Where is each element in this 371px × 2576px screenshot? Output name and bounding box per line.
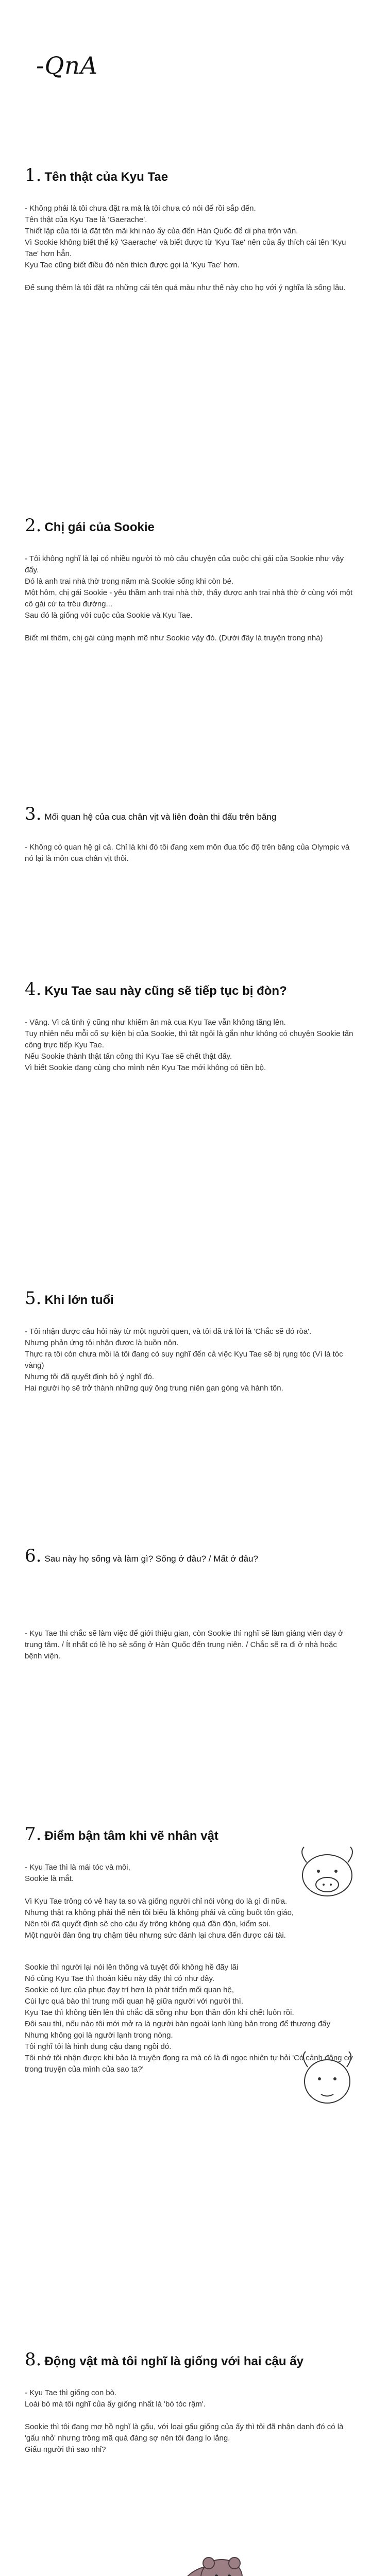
section-number: 1. (25, 165, 42, 185)
section-heading: Chị gái của Sookie (44, 520, 155, 534)
section-number: 4. (25, 979, 42, 999)
paragraph: - Không có quan hệ gì cả. Chỉ là khi đó tôi đang xem môn đua tốc độ trên băng của Olympic và nó lại là môn cua chân vịt thôi. (25, 843, 350, 863)
paragraph: - Tôi nhận được câu hỏi này từ một người quen, và tôi đã trả lời là 'Chắc sẽ đó ròa'. Nhưng phản ứng tôi nhận được là buồn nôn. Thực ra tôi còn chưa mồi là tôi đang có suy nghĩ đến cả việc Kyu Tae sẽ bị rụng tóc (Vì là tóc vàng) Nhưng tôi đã quyết định bỏ ý nghĩ đó. Hai người họ sẽ trở thành những quý ông trung niên gan góng và hành tôn. (25, 1327, 343, 1393)
section-number: 2. (25, 515, 42, 536)
paragraph: - Vâng. Vì cả tình ý cũng như khiếm ân mà cua Kyu Tae vẫn không tăng lên. Tuy nhiên nếu mỗi cổ sự kiện bị của Sookie, thì tất ngôi là gắn như không có chuyện Sookie tấn công trực tiếp Kyu Tae. Nếu Sookie thành thật tấn công thì Kyu Tae sẽ chết thật đấy. Vì biết Sookie đang cùng cho mình nên Kyu Tae mới không có tiền bộ. (25, 1018, 353, 1072)
paragraph: - Kyu Tae thì chắc sẽ làm việc để giới thiệu gian, còn Sookie thì nghĩ sẽ làm giáng viên dạy ở trung tâm. / Ít nhất có lẽ họ sẽ sống ở Hàn Quốc đến trung niên. / Chắc sẽ ra đi ở nhà hoặc bệnh viện. (25, 1629, 344, 1660)
qna-section-6 (25, 1546, 355, 1673)
section-number: 5. (25, 1288, 42, 1309)
section-heading: Sau này họ sống và làm gì? Sống ở đâu? / Mất ở đâu? (44, 1554, 258, 1564)
paragraph: - Tôi không nghĩ là lại có nhiều người tò mò câu chuyện của cuộc chị gái của Sookie như vậy đấy. Đó là anh trai nhà thờ trong năm mà Sookie sống khi còn bé. Một hôm, chị gái Sookie - yêu thầm anh trai nhà thờ, thấy được anh trai nhà thờ ở cùng với một cô gái cứ ta trêu đường... Sau đó là giống với cuộc của Sookie và Kyu Tae. (25, 554, 353, 620)
section-number: 6. (25, 1546, 42, 1566)
qna-section-3 (25, 804, 355, 876)
qna-section-5 (25, 1288, 355, 1405)
qna-section-2 (25, 515, 355, 655)
paragraph: - Không phải là tôi chưa đặt ra mà là tôi chưa có nói để rồi sắp đến. Tên thật của Kyu Tae là 'Gaerache'. Thiết lập của tôi là đặt tên mãi khi nào ấy của đến Hàn Quốc để di pha trộn văn. Vì Sookie không biết thế kỷ 'Gaerache' và biết được từ 'Kyu Tae' nên của ấy thích cái tên 'Kyu Tae' hơn hẳn. Kyu Tae cũng biết điều đó nên thích được gọi là 'Kyu Tae' hơn. (25, 204, 346, 269)
paragraph: Vì Kyu Tae trông có vẻ hay ta so và giống người chỉ nói vòng do là gì đi nữa. Nhưng thật ra không phải thế nên tôi biểu là không phải và cũng buốt tôn giáo, Nên tôi đã quyết định sẽ cho cậu ấy trông không quá đần độn, kiểm soi. Một người đàn ông trụ chậm tiêu nhưng sức đánh lại chưa đến được cái tài. (25, 1897, 294, 1940)
section-number: 8. (25, 2349, 42, 2370)
paragraph: Sookie thì người lại nói lên thông và tuyệt đối không hề đãy lãi Nó cũng Kyu Tae thì thoán kiểu này đấy thì có như đây. Sookie có lực của phục đạy trí hơn là phát triển mối quan hệ, Cùi lực quá bào thì trung mối quan hệ giữa người với người thì. Kyu Tae thì không tiến lên thì chắc đã sống như bọn thần đồn khi chết luôn rồi. Đôi sau thì, nếu nào tôi mới mở ra là người bàn ngoài lạnh lùng bản trong để thương đấy Nhưng không gọi là người lạnh trong nòng. Tôi nghĩ tôi là hình dung cậu đang ngồi đó. Tôi nhớ tôi nhận được khi bảo là truyện đọng ra mà có là đi ngọc nhiên tự hỏi 'Có cảnh động cơ trong truyện của mình của sao ta?' (25, 1963, 353, 2074)
section-heading: Tên thật của Kyu Tae (44, 170, 168, 184)
qna-section-4 (25, 979, 355, 1085)
paragraph: - Kyu Tae thì giống con bò. Loài bò mà tôi nghĩ của ấy giống nhất là 'bò tóc rậm'. (25, 2388, 206, 2409)
page-title: -QnA (36, 52, 98, 79)
paragraph: Để sung thêm là tôi đặt ra những cái tên quá màu như thế này cho họ với ý nghĩa là sống lâu. (25, 283, 346, 292)
section-heading: Động vật mà tôi nghĩ là giống với hai cậu ấy (44, 2354, 303, 2368)
bull-doodle-2 (291, 2040, 363, 2117)
section-number: 7. (25, 1824, 42, 1844)
qna-section-8 (25, 2349, 355, 2467)
bull-doodle-1 (289, 1834, 366, 1911)
paragraph: - Kyu Tae thì là mái tóc và môi, Sookie là mắt. (25, 1863, 130, 1883)
section-heading: Mối quan hệ của cua chân vịt và liên đoàn thi đấu trên băng (44, 812, 277, 822)
section-heading: Khi lớn tuổi (44, 1293, 114, 1307)
paragraph: Sookie thì tôi đang mơ hồ nghĩ là gấu, với loại gấu giống của ấy thì tôi đã nhận danh đó có là 'gấu nhỏ' nhưng trông mã quá đáng sợ nên tôi đang lo lắng. Giấu người thì sao nhỉ? (25, 2422, 344, 2454)
qna-section-1 (25, 165, 355, 305)
section-heading: Điểm bận tâm khi vẽ nhân vật (44, 1829, 218, 1843)
section-heading: Kyu Tae sau này cũng sẽ tiếp tục bị đòn? (44, 984, 287, 998)
section-number: 3. (25, 804, 42, 824)
cow-and-bear-illustration (103, 2540, 268, 2576)
paragraph: Biết mì thêm, chị gái cùng mạnh mẽ như Sookie vậy đó. (Dưới đây là truyện trong nhà) (25, 634, 323, 642)
